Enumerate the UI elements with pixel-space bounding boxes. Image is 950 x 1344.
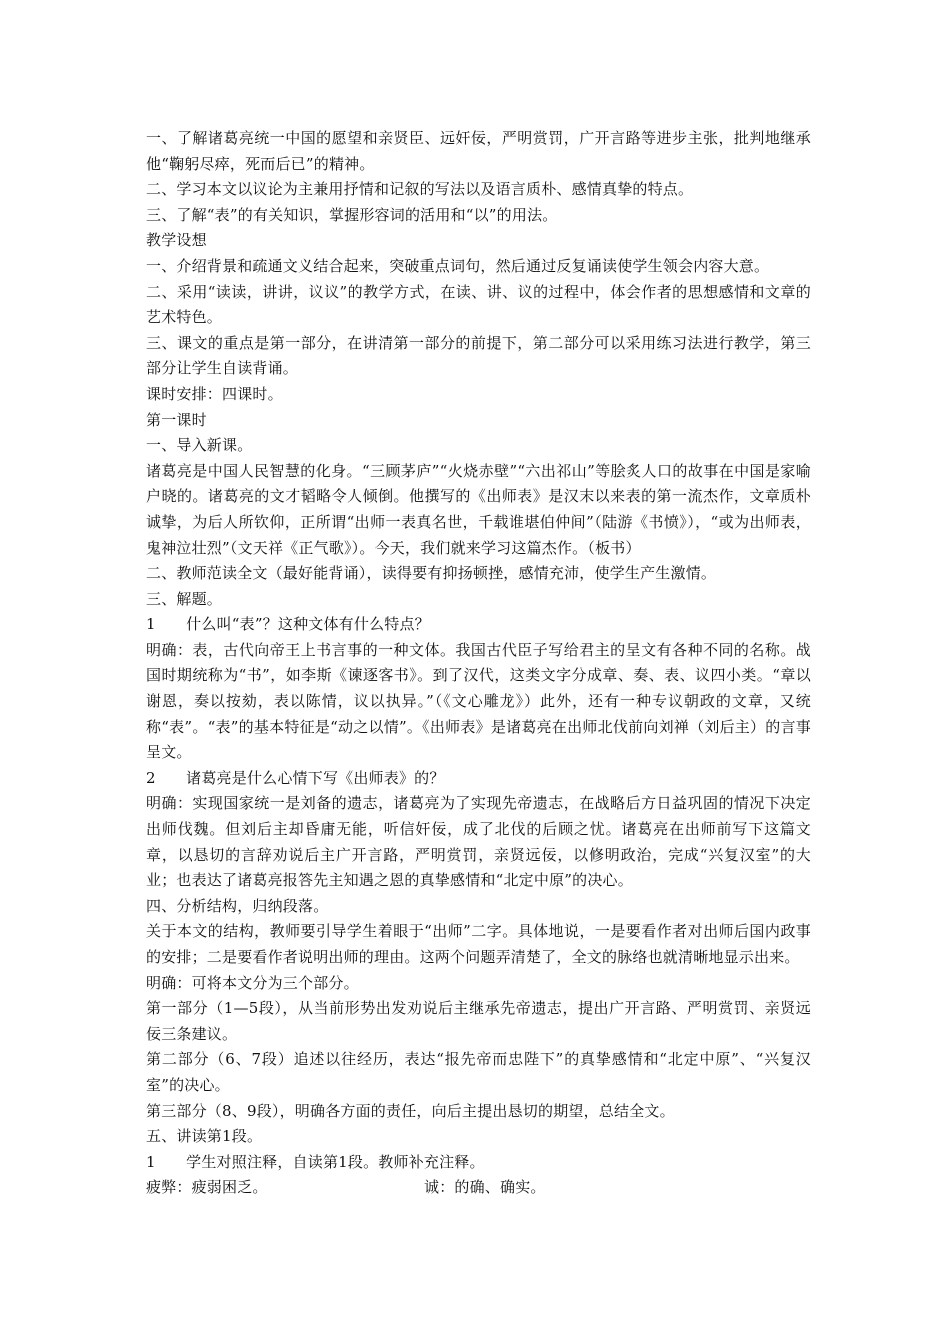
plan-paragraph-1: 一、介绍背景和疏通文义结合起来，突破重点词句，然后通过反复诵读使学生领会内容大意。 [146, 256, 770, 275]
structure-paragraph: 关于本文的结构，教师要引导学生着眼于“出师”二字。具体地说，一是要看作者对出师后国内政事的安排；二是要看作者说明出师的理由。这两个问题弄清楚了，全文的脉络也就清晰地显示出来。 [146, 922, 811, 966]
glossary-left: 疲弊：疲弱困乏。 [146, 1178, 268, 1197]
intro-paragraph: 诸葛亮是中国人民智慧的化身。“三顾茅庐”“火烧赤壁”“六出祁山”等脍炙人口的故事在中国是家喻户晓的。诸葛亮的文才韬略令人倾倒。他撰写的《出师表》是汉末以来表的第一流杰作，文章质朴诚挚，为后人所钦仰，正所谓“出师一表真名世，千载谁堪伯仲间”（陆游《书愤》），“或为出师表，鬼神泣壮烈”（文天祥《正气歌》）。今天，我们就来学习这篇杰作。（板书） [146, 461, 811, 557]
plan-paragraph-2: 二、采用“读读，讲讲，议议”的教学方式，在读、讲、议的过程中，体会作者的思想感情和文章的艺术特色。 [146, 282, 811, 327]
part-2-paragraph: 第二部分（6、7段）追述以往经历，表达“报先帝而忠陛下”的真挚感情和“北定中原”、“兴复汉室”的决心。 [146, 1050, 811, 1094]
schedule-line: 课时安排：四课时。 [146, 384, 283, 403]
read-para-1-instruction: 1 学生对照注释，自读第1段。教师补充注释。 [146, 1152, 485, 1171]
goal-paragraph-3: 三、了解“表”的有关知识，掌握形容词的活用和“以”的用法。 [146, 205, 558, 224]
section-heading-lesson-1: 第一课时 [146, 410, 207, 429]
answer-2: 明确：实现国家统一是刘备的遗志，诸葛亮为了实现先帝遗志，在战略后方日益巩固的情况下决定出师伐魏。但刘后主却昏庸无能，听信奸佞，成了北伐的后顾之忧。诸葛亮在出师前写下这篇文章，以恳切的言辞劝说后主广开言路，严明赏罚，亲贤远佞，以修明政治，完成“兴复汉室”的大业；也表达了诸葛亮报答先主知遇之恩的真挚感情和“北定中原”的决心。 [146, 794, 811, 890]
step-heading-title-explain: 三、解题。 [146, 589, 223, 608]
goal-paragraph-2: 二、学习本文以议论为主兼用抒情和记叙的写法以及语言质朴、感情真挚的特点。 [146, 180, 694, 199]
section-heading-teaching-plan: 教学设想 [146, 231, 207, 250]
glossary-right: 诚：的确、确实。 [424, 1178, 546, 1197]
question-2: 2 诸葛亮是什么心情下写《出师表》的？ [146, 768, 445, 787]
answer-1: 明确：表，古代向帝王上书言事的一种文体。我国古代臣子写给君主的呈文有各种不同的名称。战国时期统称为“书”，如李斯《谏逐客书》。到了汉代，这类文字分成章、奏、表、议四小类。“章以谢恩，奏以按劾，表以陈情，议以执异。”（《文心雕龙》）此外，还有一种专议朝政的文章，又统称“表”。“表”的基本特征是“动之以情”。《出师表》是诸葛亮在出师北伐前向刘禅（刘后主）的言事呈文。 [146, 640, 811, 762]
document-body [146, 126, 811, 1201]
step-heading-read-para-1: 五、讲读第1段。 [146, 1127, 263, 1146]
part-3-paragraph: 第三部分（8、9段），明确各方面的责任，向后主提出恳切的期望，总结全文。 [146, 1101, 675, 1120]
part-1-paragraph: 第一部分（1—5段），从当前形势出发劝说后主继承先帝遗志，提出广开言路、严明赏罚、亲贤远佞三条建议。 [146, 999, 811, 1043]
structure-answer: 明确：可将本文分为三个部分。 [146, 973, 359, 992]
question-1: 1 什么叫“表”？这种文体有什么特点？ [146, 615, 430, 634]
plan-paragraph-3: 三、课文的重点是第一部分，在讲清第一部分的前提下，第二部分可以采用练习法进行教学，第三部分让学生自读背诵。 [146, 333, 811, 378]
step-heading-intro: 一、导入新课。 [146, 436, 253, 455]
step-model-reading: 二、教师范读全文（最好能背诵），读得要有抑扬顿挫，感情充沛，使学生产生激情。 [146, 564, 717, 583]
goal-paragraph-1: 一、了解诸葛亮统一中国的愿望和亲贤臣、远奸佞，严明赏罚，广开言路等进步主张，批判地继承他“鞠躬尽瘁，死而后已”的精神。 [146, 129, 811, 173]
step-heading-structure: 四、分析结构，归纳段落。 [146, 896, 329, 915]
glossary-row [146, 1175, 811, 1201]
